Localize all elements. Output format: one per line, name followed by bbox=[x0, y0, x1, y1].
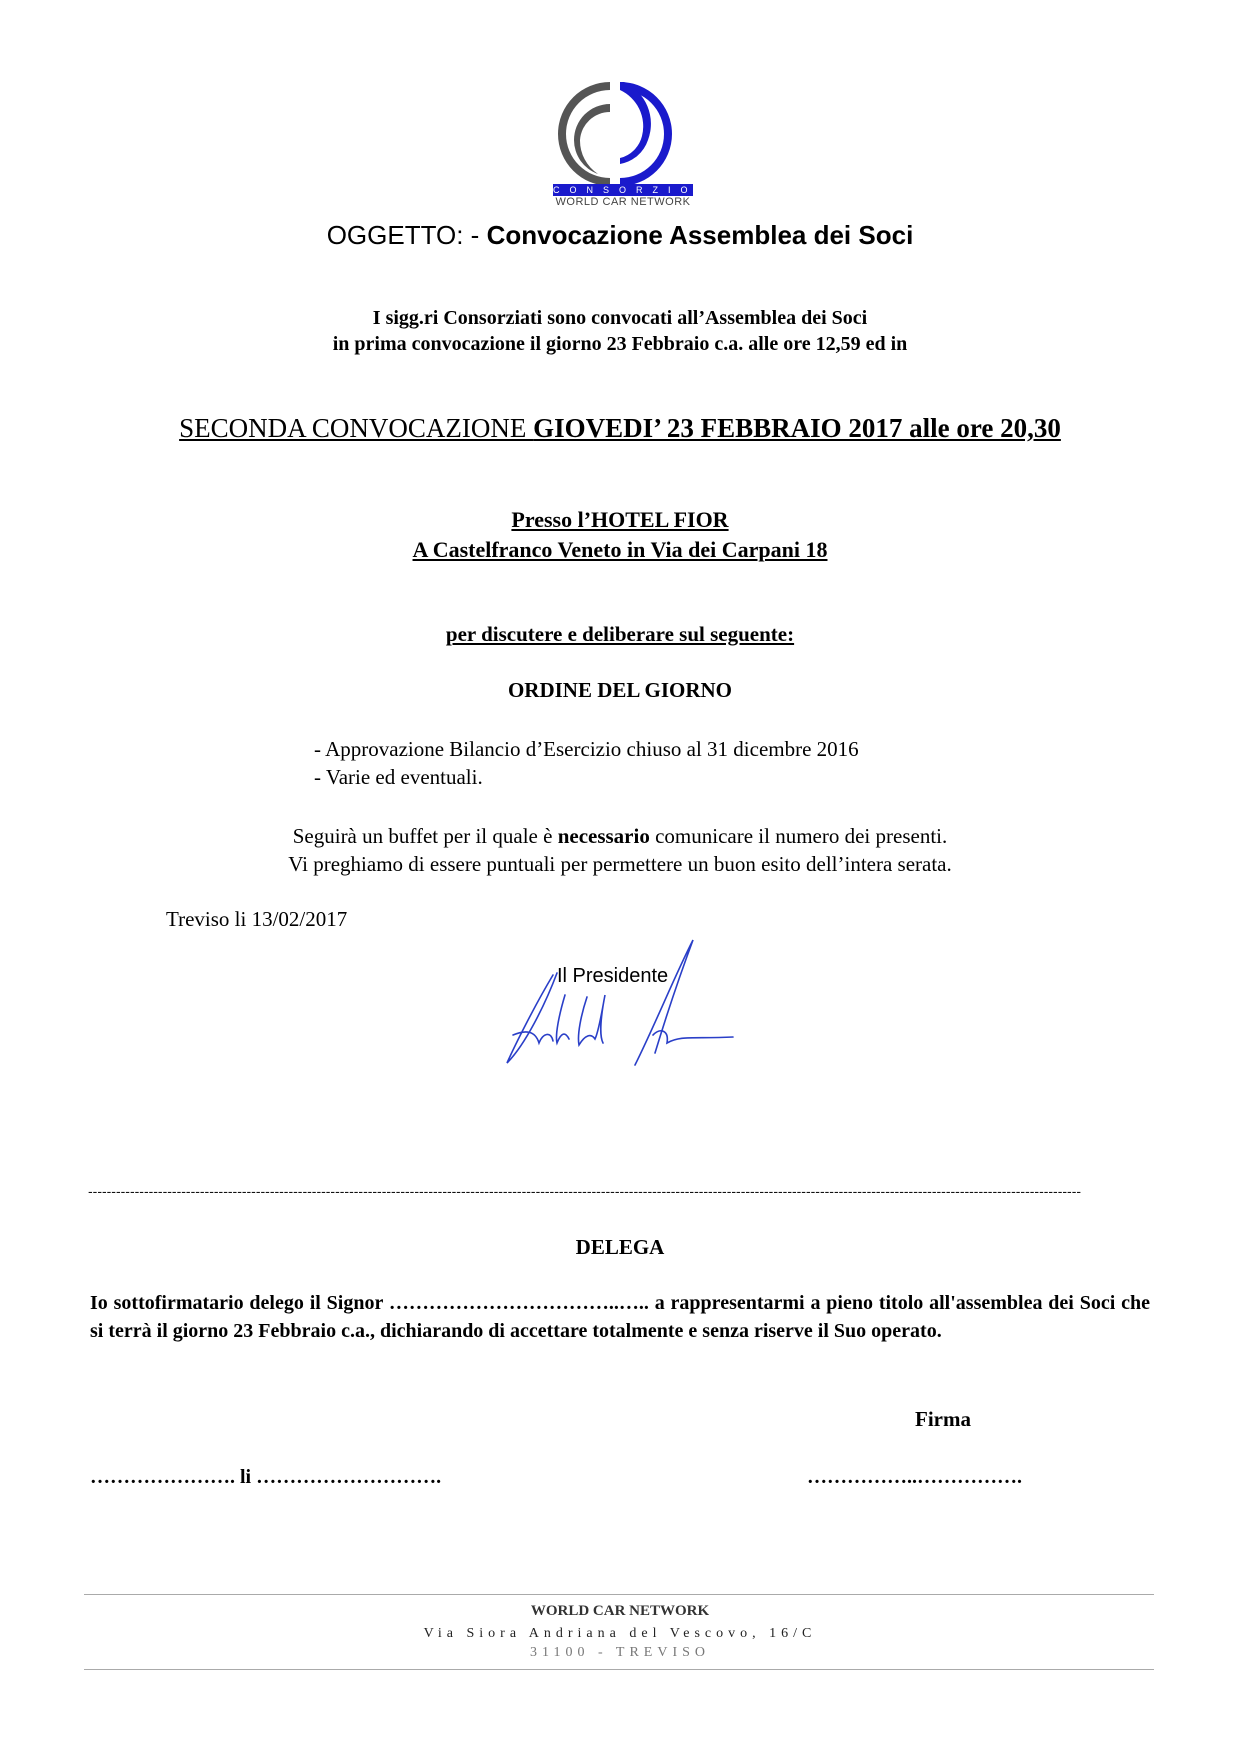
notes-line-2: Vi preghiamo di essere puntuali per permettere un buon esito dell’intera serata. bbox=[288, 852, 952, 876]
agenda-list bbox=[314, 735, 859, 791]
footer-top-rule bbox=[84, 1594, 1154, 1595]
signature-blank-field: ……………..……………. bbox=[807, 1466, 1022, 1488]
venue-line-1: Presso l’HOTEL FIOR bbox=[511, 507, 729, 532]
cut-line-divider: --------------------------------------------------------------------------------------------------------------------------------------------------------------------------------------------------------------------- bbox=[88, 1183, 1082, 1199]
venue-line-2: A Castelfranco Veneto in Via dei Carpani 18 bbox=[412, 537, 828, 562]
footer-company: WORLD CAR NETWORK bbox=[530, 1603, 710, 1619]
footer-bottom-rule bbox=[84, 1669, 1154, 1670]
second-call-label: SECONDA CONVOCAZIONE bbox=[179, 413, 534, 443]
subject-text: Convocazione Assemblea dei Soci bbox=[486, 220, 914, 250]
signature-stroke bbox=[578, 995, 605, 1045]
second-call bbox=[0, 413, 1240, 444]
signature-stroke bbox=[653, 1031, 733, 1043]
logo-name: WORLD CAR NETWORK bbox=[555, 196, 691, 208]
subject-label: OGGETTO: - bbox=[326, 220, 487, 250]
signature-stroke bbox=[556, 995, 569, 1043]
delega-text: Io sottofirmatario delego il Signor ……………………………..….. a rappresentarmi a pieno titolo all'assemblea dei Soci che si terrà il giorno 23 Febbraio c.a., dichiarando di accettare totalmente e senza riserve il Suo operato. bbox=[90, 1292, 1150, 1342]
notes-line-1-post: comunicare il numero dei presenti. bbox=[649, 824, 948, 848]
subject-heading bbox=[0, 220, 1240, 251]
logo-gray-inner-arc bbox=[574, 104, 610, 174]
signature-stroke bbox=[507, 973, 557, 1063]
notes-line-1-pre: Seguirà un buffet per il quale è bbox=[292, 824, 558, 848]
agenda-title: ORDINE DEL GIORNO bbox=[507, 678, 733, 702]
intro-line-1: I sigg.ri Consorziati sono convocati all’Assemblea dei Soci bbox=[372, 307, 868, 329]
venue bbox=[0, 505, 1240, 565]
agenda-item: - Varie ed eventuali. bbox=[314, 765, 483, 789]
signature-stroke bbox=[635, 940, 693, 1065]
footer-city: 31100 - TREVISO bbox=[530, 1645, 710, 1660]
president-label: Il Presidente bbox=[557, 965, 669, 987]
logo-gray-outer-arc bbox=[558, 82, 610, 186]
notes-line-1-bold: necessario bbox=[557, 824, 650, 848]
place-date: Treviso li 13/02/2017 bbox=[166, 907, 348, 931]
delega-title: DELEGA bbox=[575, 1235, 665, 1259]
signature-icon bbox=[495, 935, 760, 1070]
discuss-heading bbox=[0, 622, 1240, 647]
footer-address: Via Siora Andriana del Vescovo, 16/C bbox=[423, 1626, 817, 1641]
logo-band: CONSORZIO bbox=[553, 185, 698, 195]
firma-label: Firma bbox=[915, 1407, 971, 1431]
place-date-blank-field: …………………. li ………………………. bbox=[90, 1466, 442, 1488]
intro-line-2: in prima convocazione il giorno 23 Febbraio c.a. alle ore 12,59 ed in bbox=[332, 333, 908, 355]
agenda-item: - Approvazione Bilancio d’Esercizio chiuso al 31 dicembre 2016 bbox=[314, 737, 859, 761]
intro-paragraph bbox=[0, 305, 1240, 357]
notes-line-1 bbox=[0, 822, 1240, 850]
discuss-text: per discutere e deliberare sul seguente: bbox=[445, 622, 795, 646]
notes-paragraph bbox=[0, 822, 1240, 878]
second-call-datetime: GIOVEDI’ 23 FEBBRAIO 2017 alle ore 20,30 bbox=[533, 413, 1061, 443]
